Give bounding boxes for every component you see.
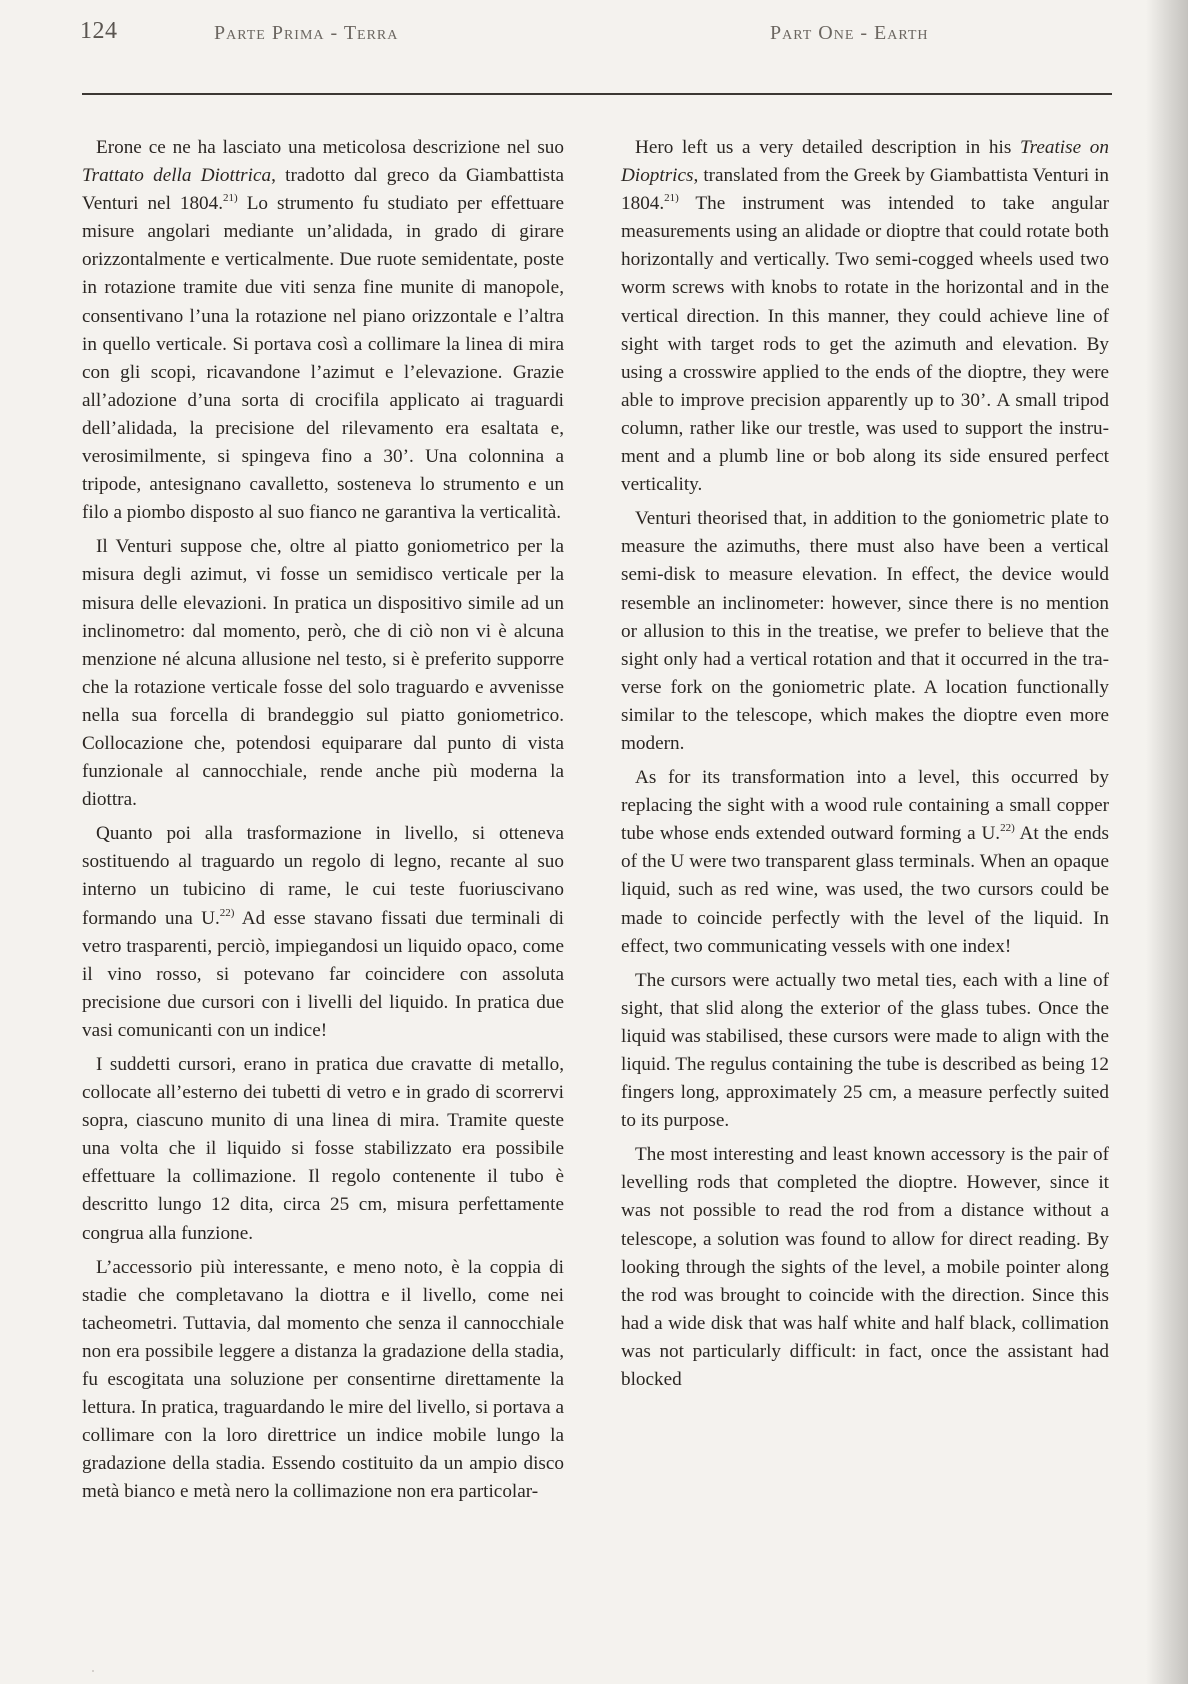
- english-paragraph-3-text-b: At the ends of the U were two transparent glass terminals. When an opaque liquid, such as red wine, was used, the two cursors could be made to coincide perfectly with the level of the liquid. In effect, two communicating vessels with one index!: [621, 823, 1109, 957]
- header-divider: [82, 93, 1112, 95]
- running-head-italian: Parte Prima - Terra: [214, 22, 399, 44]
- italian-paragraph-1-text-c: Lo strumento fu studiato per effettuare misure angolari mediante un’alidada, in grado di girare orizzontalmente e verticalmente. Due ruote semidentate, poste in rotazione tramite due viti senza fine munite di manopole, consentivano l’una la rotazione nel piano orizzontale e l’altra in quello verticale. Si portava così a collimare la linea di mira con gli scopi, ricavandone l’azimut e l’elevazione. Grazie all’adozione d’una sorta di crocifila applicato ai traguardi dell’alidada, la precisione del rilevamento era esaltata e, verosimilmente, si spingeva fino a 30’. Una colonnina a tripode, antesignano cavalletto, sosteneva lo strumento e un filo a piombo disposto al suo fianco ne garantiva la verticalità.: [82, 193, 564, 524]
- english-paragraph-3: [621, 764, 1109, 961]
- footnote-ref-21-english: 21): [664, 192, 679, 205]
- footnote-ref-21-italian: 21): [223, 192, 238, 205]
- english-book-title: Treatise on Dioptrics: [621, 137, 1109, 187]
- italian-paragraph-5: L’accessorio più interessante, e meno noto, è la coppia di stadie che completavano la diottra e il livello, come nei tacheometri. Tuttavia, dal momento che senza il cannocchiale non era possibile leggere a distanza la gradazione della stadia, fu escogitata una soluzione per consentirne direttamente la lettura. In pratica, traguardando le mire del livello, si portava a collimare con la loro direttrice un indice mobile lungo la gradazione della stadia. Essendo costituito da un ampio disco metà bianco e metà nero la collimazione non era particolar-: [82, 1256, 564, 1503]
- italian-paragraph-1-text-b: , tradotto dal greco da Giambattista Venturi nel 1804.: [82, 165, 565, 215]
- italian-paragraph-3: [82, 820, 564, 1045]
- english-paragraph-5: The most interesting and least known accessory is the pair of levelling rods that completed the dioptre. However, since it was not possible to read the rod from a distance without a telescope, a solution was found to allow for direct reading. By looking through the sights of the level, a mobile pointer along the rod was brought to coincide with the direction. Since this had a wide disk that was half white and half black, collimation was not particularly difficult: in fact, once the assistant had blocked: [621, 1144, 1109, 1391]
- italian-paragraph-3-text-a: Quanto poi alla trasformazione in livello, si otteneva sostituendo al traguardo un regolo di legno, recante al suo interno un tubicino di rame, le cui teste fuoriuscivano formando una U.: [82, 823, 564, 929]
- english-paragraph-1: [621, 134, 1109, 499]
- page-number: 124: [80, 18, 118, 44]
- english-paragraph-1-text-b: , translated from the Greek by Giambattista Venturi in 1804.: [621, 165, 1109, 215]
- italian-text-column: [82, 134, 564, 1507]
- running-head-english: Part One - Earth: [770, 22, 929, 44]
- italian-paragraph-1-text-a: Erone ce ne ha lasciato una meticolosa descrizione nel suo: [96, 137, 564, 158]
- english-paragraph-4: The cursors were actually two metal ties, each with a line of sight, that slid along the exterior of the glass tubes. Once the liquid was stabilised, these cursors were made to align with the liquid. The regulus containing the tube is described as being 12 fingers long, approximately 25 cm, a measure perfectly suited to its purpose.: [621, 969, 1109, 1132]
- english-paragraph-1-text-a: Hero left us a very detailed description in his: [635, 137, 1020, 158]
- page-header: [80, 14, 1110, 64]
- italian-paragraph-1: [82, 134, 564, 527]
- english-paragraph-2: Venturi theorised that, in addition to the goniometric plate to measure the azimuths, there must also have been a vertical semi-disk to measure elevation. In effect, the device would resemble an inclinometer: however, since there is no mention or allusion to this in the treatise, we prefer to believe that the sight only had a vertical rotation and that it occurred in the traverse fork on the goniometric plate. A location functionally similar to the telescope, which makes the dioptre even more modern.: [621, 508, 1109, 754]
- italian-paragraph-4: I suddetti cursori, erano in pratica due cravatte di metallo, collocate all’esterno dei tubetti di vetro e in grado di scorrervi sopra, ciascuno munito di una linea di mira. Tramite queste una volta che il liquido si fosse stabilizzato era possibile effettuare la collimazione. Il regolo contenente il tubo è descritto lungo 12 dita, circa 25 cm, misura perfettamente congrua alla funzione.: [82, 1054, 564, 1244]
- english-text-column: [621, 134, 1109, 1394]
- italian-paragraph-3-text-b: Ad esse stavano fissati due terminali di vetro trasparenti, perciò, impiegandosi un liquido opaco, come il vino rosso, si potevano far coincidere con assoluta precisione due cursori con i livelli del liquido. In pratica due vasi comunicanti con un indice!: [82, 907, 565, 1041]
- paper-speck: [92, 1670, 94, 1672]
- italian-book-title: Trattato della Diottrica: [82, 165, 272, 187]
- footnote-ref-22-english: 22): [1000, 822, 1015, 835]
- footnote-ref-22-italian: 22): [219, 906, 235, 919]
- english-paragraph-1-text-c: The instrument was intended to take angular measurements using an alidade or dioptre that could rotate both horizontally and vertically. Two semi-cogged wheels used two worm screws with knobs to rotate in the horizontal and in the vertical direction. In this manner, they could achieve line of sight with target rods to get the azimuth and elevation. By using a crosswire applied to the ends of the dioptre, they were able to improve precision apparently up to 30’. A small tripod column, rather like our trestle, was used to support the instrument and a plumb line or bob along its side ensured perfect verticality.: [621, 193, 1109, 496]
- page-gutter-shadow: [1146, 0, 1188, 1684]
- italian-paragraph-2: Il Venturi suppose che, oltre al piatto goniometrico per la misura degli azimut, vi fosse un semidisco verticale per la misura delle elevazioni. In pratica un dispositivo simile ad un inclinometro: dal momento, però, che di ciò non vi è alcuna menzione né alcuna allusione nel testo, si è preferito supporre che la rotazione verticale fosse del solo traguardo e avvenisse nella sua forcella di brandeggio sul piatto goniometrico. Collocazione che, potendosi equiparare dal punto di vista funzionale al cannocchiale, rende anche più moderna la diottra.: [82, 536, 564, 811]
- english-paragraph-3-text-a: As for its transformation into a level, this occurred by replacing the sight with a wood rule containing a small copper tube whose ends extended outward forming a U.: [621, 767, 1109, 845]
